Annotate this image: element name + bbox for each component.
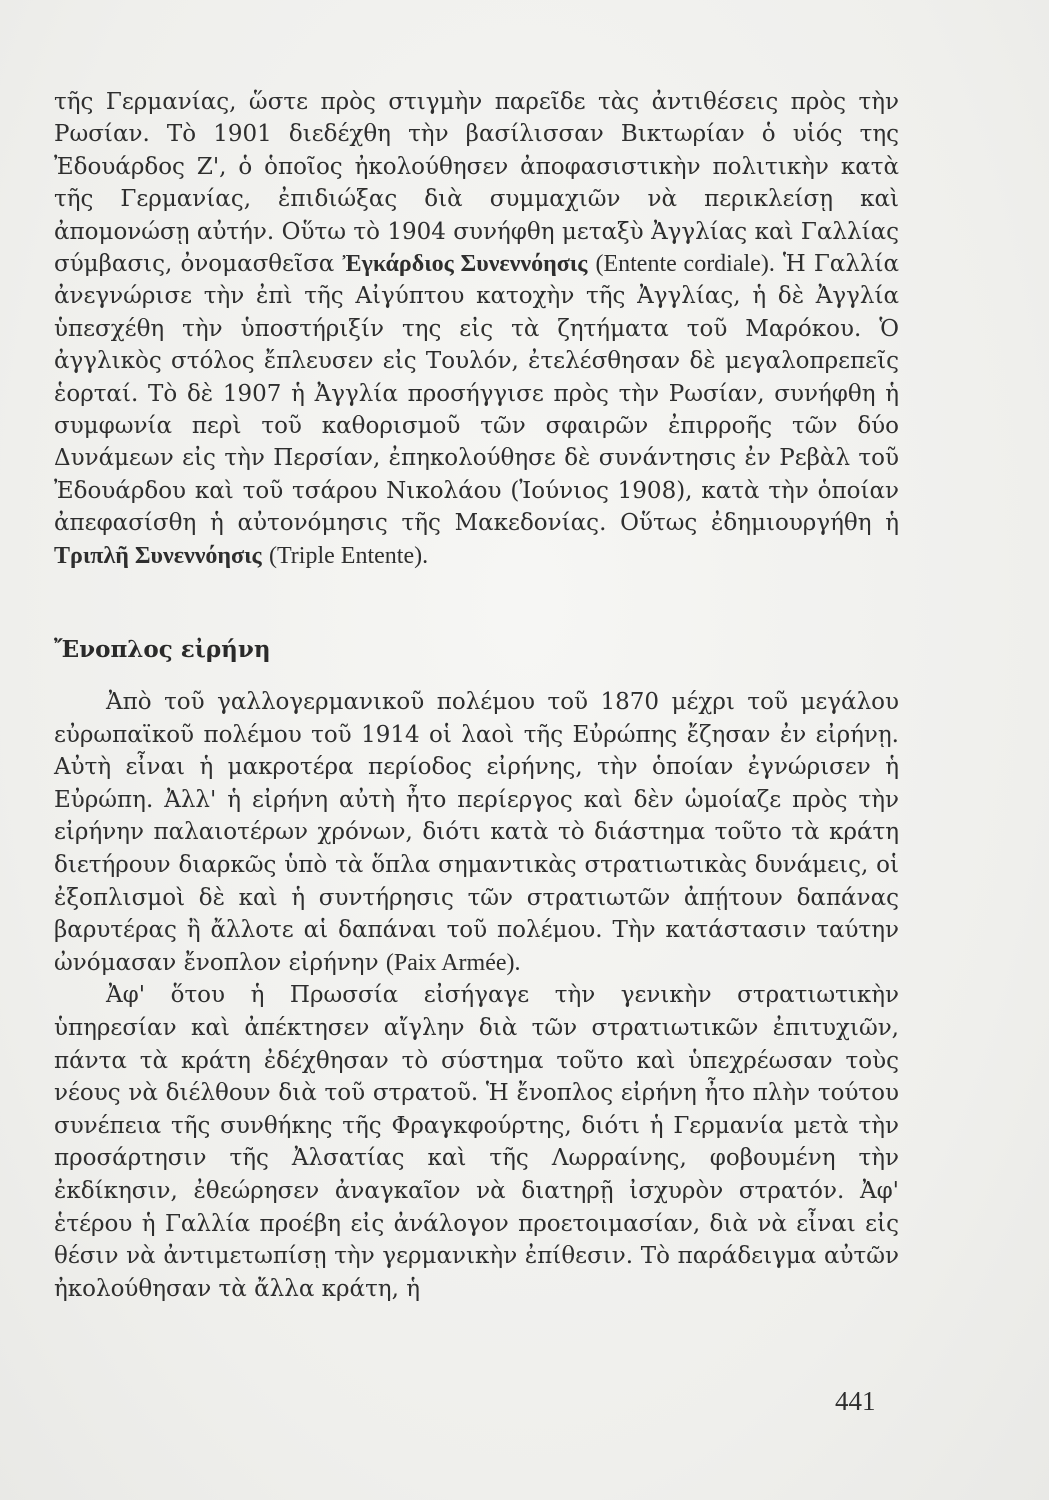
latin-term-entente-cordiale: (Entente cordiale). [595,251,775,278]
paragraph-armed-peace [54,686,899,1305]
latin-term-triple-entente: (Triple Entente). [269,542,429,569]
section-heading: Ἔνοπλος εἰρήνη [54,636,271,663]
paragraph-text: τῆς Γερμανίας, ὥστε πρὸς στιγμὴν παρεῖδε τὰς ἀντιθέσεις πρὸς τὴν Ρωσίαν. Τὸ 1901 διεδέχθη τὴν βασίλισσαν Βικτωρίαν ὁ υἱός της Ἐδουάρδος Ζ', ὁ ὁποῖος ἠκολούθησεν ἀποφασιστικὴν πολιτικὴν κατὰ τῆς Γερμανίας, ἐπιδιώξας διὰ συμμαχιῶν νὰ περικλείσῃ καὶ ἀπομονώσῃ αὐτήν. Οὕτω τὸ 1904 συνήφθη μεταξὺ Ἀγγλίας καὶ Γαλλίας σύμβασις, ὀνομασθεῖσα [54,89,899,278]
latin-term-paix-armee: (Paix Armée). [385,949,521,976]
page-number: 441 [835,1386,876,1416]
paragraph-triple-entente [54,86,899,572]
paragraph-text: Ἀπὸ τοῦ γαλλογερμανικοῦ πολέμου τοῦ 1870 μέχρι τοῦ μεγάλου εὐρωπαϊκοῦ πολέμου τοῦ 1914 οἱ λαοὶ τῆς Εὐρώπης ἔζησαν ἐν εἰρήνῃ. Αὐτὴ εἶναι ἡ μακροτέρα περίοδος εἰρήνης, τὴν ὁποίαν ἐγνώρισεν ἡ Εὐρώπη. Ἀλλ' ἡ εἰρήνη αὐτὴ ἦτο περίεργος καὶ δὲν ὡμοίαζε πρὸς τὴν εἰρήνην παλαιοτέρων χρόνων, διότι κατὰ τὸ διάστημα τοῦτο τὰ κράτη διετήρουν διαρκῶς ὑπὸ τὰ ὅπλα σημαντικὰς στρατιωτικὰς δυνάμεις, οἱ ἐξοπλισμοὶ δὲ καὶ ἡ συντήρησις τῶν στρατιωτῶν ἀπῄτουν δαπάνας βαρυτέρας ἢ ἄλλοτε αἱ δαπάναι τοῦ πολέμου. Τὴν κατάστασιν ταύτην ὠνόμασαν ἔνοπλον εἰρήνην [54,689,899,976]
paragraph-text: Ἡ Γαλλία ἀνεγνώρισε τὴν ἐπὶ τῆς Αἰγύπτου κατοχὴν τῆς Ἀγγλίας, ἡ δὲ Ἀγγλία ὑπεσχέθη τὴν ὑποστήριξίν της εἰς τὰ ζητήματα τοῦ Μαρόκου. Ὁ ἀγγλικὸς στόλος ἔπλευσεν εἰς Τουλόν, ἐτελέσθησαν δὲ μεγαλοπρεπεῖς ἑορταί. Τὸ δὲ 1907 ἡ Ἀγγλία προσήγγισε πρὸς τὴν Ρωσίαν, συνήφθη ἡ συμφωνία περὶ τοῦ καθορισμοῦ τῶν σφαιρῶν ἐπιρροῆς τῶν δύο Δυνάμεων εἰς τὴν Περσίαν, ἐπηκολούθησε δὲ συνάντησις ἐν Ρεβὰλ τοῦ Ἐδουάρδου καὶ τοῦ τσάρου Νικολάου (Ἰούνιος 1908), κατὰ τὴν ὁποίαν ἀπεφασίσθη ἡ αὐτονόμησις τῆς Μακεδονίας. Οὕτως ἐδημιουργήθη ἡ [54,251,900,537]
bold-term-entente-cordiale: Ἐγκάρδιος Συνεννόησις [342,251,588,278]
bold-term-triple-entente: Τριπλῆ Συνεννόησις [54,542,262,569]
paragraph-text: Ἀφ' ὅτου ἡ Πρωσσία εἰσήγαγε τὴν γενικὴν στρατιωτικὴν ὑπηρεσίαν καὶ ἀπέκτησεν αἴγλην διὰ τῶν στρατιωτικῶν ἐπιτυχιῶν, πάντα τὰ κράτη ἐδέχθησαν τὸ σύστημα τοῦτο καὶ ὑπεχρέωσαν τοὺς νέους νὰ διέλθουν διὰ τοῦ στρατοῦ. Ἡ ἔνοπλος εἰρήνη ἦτο πλὴν τούτου συνέπεια τῆς συνθήκης τῆς Φραγκφούρτης, διότι ἡ Γερμανία μετὰ τὴν προσάρτησιν τῆς Ἀλσατίας καὶ τῆς Λωρραίνης, φοβουμένη τὴν ἐκδίκησιν, ἐθεώρησεν ἀναγκαῖον νὰ διατηρῇ ἰσχυρὸν στρατόν. Ἀφ' ἑτέρου ἡ Γαλλία προέβη εἰς ἀνάλογον προετοιμασίαν, διὰ νὰ εἶναι εἰς θέσιν νὰ ἀντιμετωπίσῃ τὴν γερμανικὴν ἐπίθεσιν. Τὸ παράδειγμα αὐτῶν ἠκολούθησαν τὰ ἄλλα κράτη, ἡ [54,982,899,1302]
